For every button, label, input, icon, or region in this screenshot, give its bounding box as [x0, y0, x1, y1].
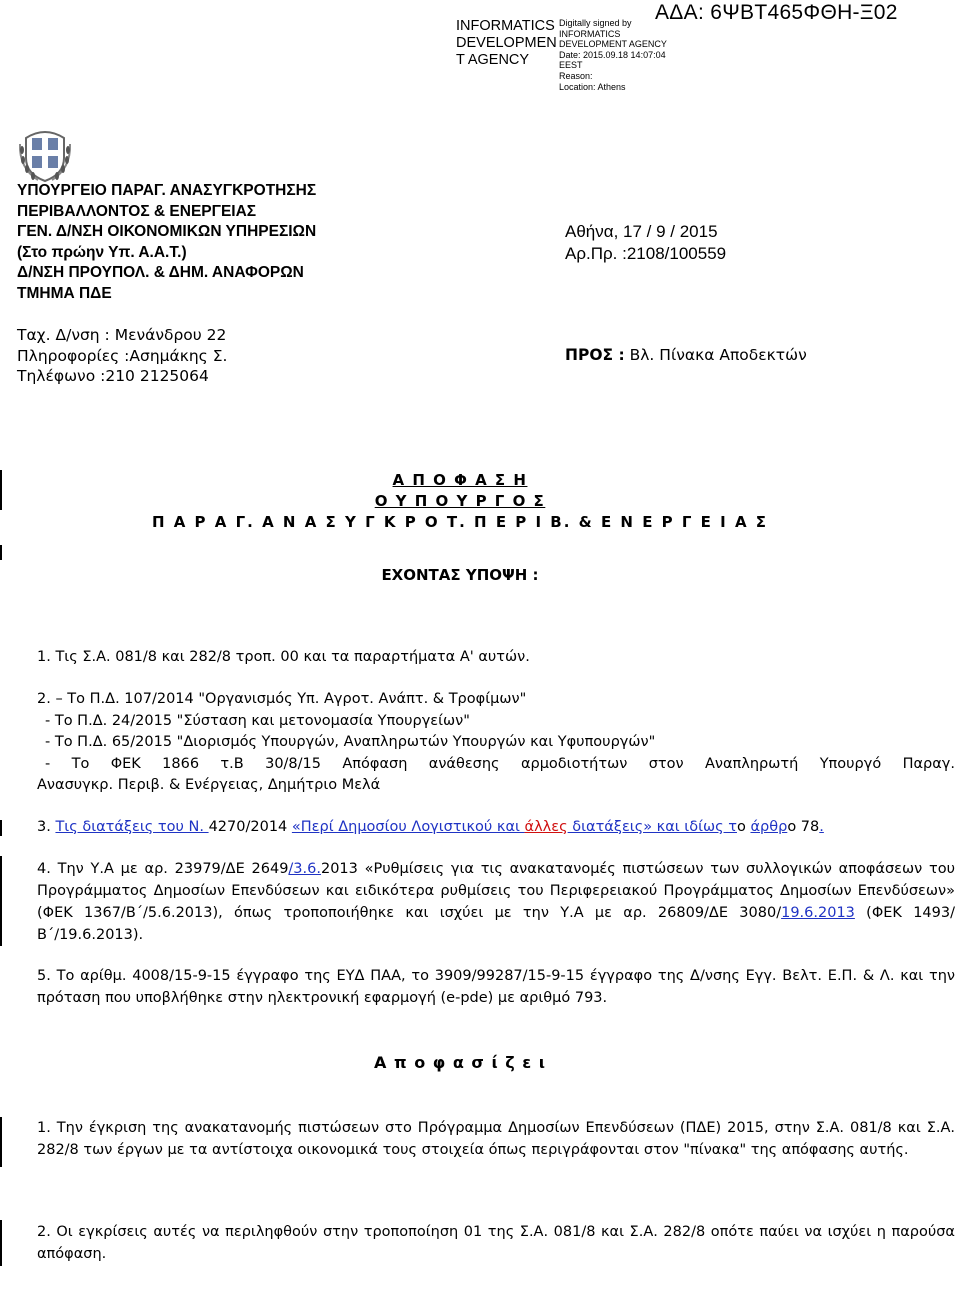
header-line: (Στο πρώην Υπ. Α.Α.Τ.): [17, 243, 187, 261]
item-2-line: Ανασυγκρ. Περιβ. & Ενέργειας, Δημήτριο Μελά: [37, 777, 381, 793]
decision-2: 2. Οι εγκρίσεις αυτές να περιληφθούν στην τροποποίηση 01 της Σ.Α. 081/8 και Σ.Α. 282/8 οπότε παύει να ισχύει η παρούσα απόφαση.: [37, 1224, 955, 1262]
header-line: ΓΕΝ. Δ/ΝΣΗ ΟΙΚΟΝΟΜΙΚΩΝ ΥΠΗΡΕΣΙΩΝ: [17, 223, 317, 240]
decision-title: Α Π Ο Φ Α Σ Η: [392, 471, 528, 489]
change-bar: [0, 1220, 2, 1266]
item-1: 1. Τις Σ.Α. 081/8 και 282/8 τροπ. 00 και τα παραρτήματα Α' αυτών.: [37, 649, 530, 665]
document-date: Αθήνα, 17 / 9 / 2015: [565, 222, 718, 241]
protocol-number: Αρ.Πρ. :2108/100559: [565, 244, 727, 263]
item-2-line: - Το Π.Δ. 65/2015 "Διορισμός Υπουργών, Αναπληρωτών Υπουργών και Υφυπουργών": [45, 734, 656, 750]
signature-meta-line: Reason:: [559, 70, 593, 81]
signature-meta-line: INFORMATICS: [559, 28, 621, 39]
header-line: ΥΠΟΥΡΓΕΙΟ ΠΑΡΑΓ. ΑΝΑΣΥΓΚΡΟΤΗΣΗΣ: [17, 182, 317, 199]
period-link[interactable]: .: [819, 819, 824, 835]
signature-organization: [456, 18, 557, 69]
item-2-line: 2. – Το Π.Δ. 107/2014 "Οργανισμός Υπ. Αγροτ. Ανάπτ. & Τροφίμων": [37, 691, 527, 707]
recipient-label: ΠΡΟΣ :: [565, 346, 625, 364]
item-2-line: - Το Π.Δ. 24/2015 "Σύσταση και μετονομασία Υπουργείων": [45, 712, 470, 729]
contact-phone: Τηλέφωνο :210 2125064: [17, 367, 209, 385]
signature-org-line: T AGENCY: [456, 52, 530, 68]
change-bar: [0, 856, 2, 946]
ada-code: ΑΔΑ: 6ΨΒΤ465ΦΘΗ-Ξ02: [655, 1, 898, 24]
signature-org-line: DEVELOPMEN: [456, 35, 557, 51]
provisions-link[interactable]: διατάξεις» και ιδίως τ: [567, 819, 737, 835]
item-2: [37, 689, 955, 797]
change-bar: [0, 820, 2, 836]
item-5: 5. Το αρίθμ. 4008/15-9-15 έγγραφο της ΕΥΔ ΠΑΑ, το 3909/99287/15-9-15 έγγραφο της Δ/νσης Εγγ. Βελτ. Ε.Π. & Λ. και την πρόταση που υποβλήθηκε στην ηλεκτρονική εφαρμογή (e-pde) με αριθμό 793.: [37, 968, 955, 1006]
greek-emblem-icon: [16, 124, 74, 184]
header-line: ΤΜΗΜΑ ΠΔΕ: [17, 284, 112, 302]
date-link[interactable]: /3.6.: [288, 861, 321, 877]
law-link[interactable]: Τις διατάξεις του Ν.: [55, 819, 209, 835]
signature-meta-line: DEVELOPMENT AGENCY: [559, 39, 667, 50]
recipient: [565, 346, 807, 364]
signature-meta-line: Digitally signed by: [559, 18, 632, 28]
change-bar: [0, 1117, 2, 1167]
item-2-line: - Το ΦΕΚ 1866 τ.Β 30/8/15 Απόφαση ανάθεσης αρμοδιοτήτων στον Αναπληρωτή Υπουργό Παραγ.: [45, 755, 955, 772]
minister-title: Ο Υ Π Ο Υ Ρ Γ Ο Σ: [374, 492, 546, 510]
signature-org-line: INFORMATICS: [456, 18, 555, 34]
signature-metadata: [559, 18, 667, 92]
contact-address: Ταχ. Δ/νση : Μενάνδρου 22: [17, 326, 227, 344]
date-link-2[interactable]: 19.6.2013: [781, 905, 855, 921]
signature-meta-line: EEST: [559, 60, 583, 71]
recipient-value: Βλ. Πίνακα Αποδεκτών: [624, 346, 807, 364]
decides-heading: Α π ο φ α σ ί ζ ε ι: [374, 1053, 546, 1072]
article-link[interactable]: άρθρ: [750, 819, 788, 835]
item-3: 3. Τις διατάξεις του Ν. 4270/2014 «Περί Δημοσίου Λογιστικού και άλλες διατάξεις» και ιδίως το άρθρο 78.: [37, 819, 824, 835]
signature-meta-line: Date: 2015.09.18 14:07:04: [559, 49, 666, 60]
item-4: 4. Την Υ.Α με αρ. 23979/ΔΕ 2649/3.6.2013 «Ρυθμίσεις για τις ανακατανομές πιστώσεων των συλλογικών αποφάσεων του Προγράμματος Δημοσίων Επενδύσεων και ειδικότερα ρυθμίσεις του Περιφερειακού Προγράμματος Δημοσίων Επενδύσεων» (ΦΕΚ 1367/Β΄/5.6.2013), όπως τροποποιήθηκε και ισχύει με την Υ.Α με αρ. 26809/ΔΕ 3080/19.6.2013 (ΦΕΚ 1493/Β΄/19.6.2013).: [37, 861, 955, 943]
ministry-header: [17, 181, 316, 304]
signature-meta-line: Location: Athens: [559, 81, 626, 92]
header-line: Δ/ΝΣΗ ΠΡΟΥΠΟΛ. & ΔΗΜ. ΑΝΑΦΟΡΩΝ: [17, 264, 304, 281]
decision-1: 1. Την έγκριση της ανακατανομής πιστώσεων στο Πρόγραμμα Δημοσίων Επενδύσεων (ΠΔΕ) 2015, στην Σ.Α. 081/8 και Σ.Α. 282/8 των έργων με τα αντίστοιχα οικονομικά τους στοιχεία όπως περιγράφονται στον "πίνακα" της απόφασης αυτής.: [37, 1120, 955, 1158]
contact-person: Πληροφορίες :Ασημάκης Σ.: [17, 346, 228, 365]
having-regard-heading: ΕΧΟΝΤΑΣ ΥΠΟΨΗ :: [381, 566, 539, 584]
ministry-title: Π Α Ρ Α Γ. Α Ν Α Σ Υ Γ Κ Ρ Ο Τ. Π Ε Ρ Ι Β. & Ε Ν Ε Ρ Γ Ε Ι Α Σ: [151, 513, 769, 531]
other-provisions-link[interactable]: άλλες: [524, 819, 568, 835]
law-title-link[interactable]: «Περί Δημοσίου Λογιστικού και: [291, 819, 525, 835]
change-bar: [0, 545, 2, 560]
header-line: ΠΕΡΙΒΑΛΛΟΝΤΟΣ & ΕΝΕΡΓΕΙΑΣ: [17, 202, 257, 220]
contact-info: [17, 325, 227, 387]
